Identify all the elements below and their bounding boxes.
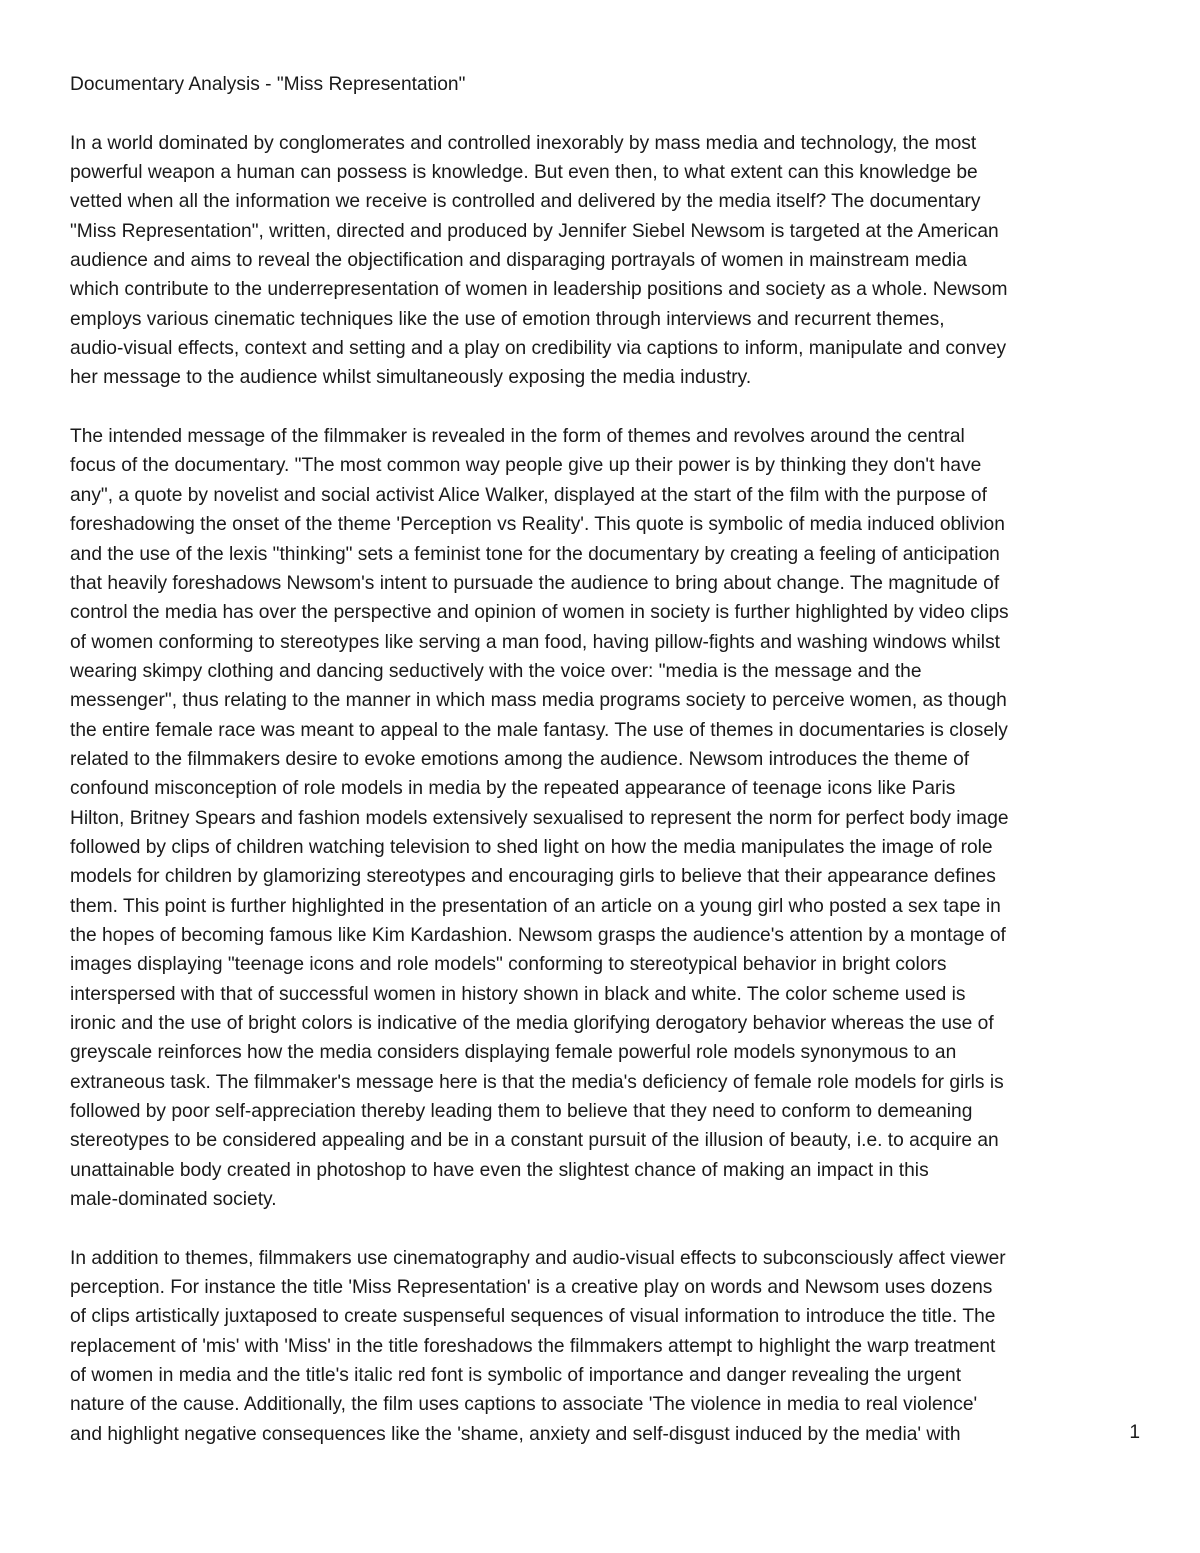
text-line: focus of the documentary. "The most common way people give up their power is by thinking they don't have <box>70 455 982 477</box>
text-line: perception. For instance the title 'Miss Representation' is a creative play on words and Newsom uses dozens <box>70 1277 993 1299</box>
text-line: powerful weapon a human can possess is knowledge. But even then, to what extent can this knowledge be <box>70 162 978 184</box>
text-line: control the media has over the perspective and opinion of women in society is further highlighted by video clips <box>70 602 1009 624</box>
text-line: audience and aims to reveal the objectification and disparaging portrayals of women in mainstream media <box>70 250 967 272</box>
text-line: "Miss Representation", written, directed and produced by Jennifer Siebel Newsom is targeted at the American <box>70 220 999 242</box>
text-line: followed by poor self-appreciation thereby leading them to believe that they need to conform to demeaning <box>70 1101 973 1123</box>
text-line: male-dominated society. <box>70 1189 277 1211</box>
text-line: the entire female race was meant to appeal to the male fantasy. The use of themes in documentaries is closely <box>70 719 1008 741</box>
text-line: In addition to themes, filmmakers use cinematography and audio-visual effects to subconsciously affect viewer <box>70 1247 1006 1269</box>
text-line: them. This point is further highlighted in the presentation of an article on a young girl who posted a sex tape in <box>70 895 1001 917</box>
text-line: employs various cinematic techniques like the use of emotion through interviews and recurrent themes, <box>70 308 945 330</box>
page-number: 1 <box>1129 1422 1140 1443</box>
text-line: any", a quote by novelist and social activist Alice Walker, displayed at the start of the film with the purpose of <box>70 484 987 506</box>
text-line: In a world dominated by conglomerates and controlled inexorably by mass media and technology, the most <box>70 132 977 154</box>
paragraph-themes <box>70 422 1140 1214</box>
text-line: and the use of the lexis "thinking" sets a feminist tone for the documentary by creating a feeling of anticipation <box>70 543 1000 565</box>
text-line: which contribute to the underrepresentation of women in leadership positions and society as a whole. Newsom <box>70 279 1008 301</box>
text-line: followed by clips of children watching television to shed light on how the media manipulates the image of role <box>70 836 993 858</box>
text-line: The intended message of the filmmaker is revealed in the form of themes and revolves around the central <box>70 426 965 448</box>
text-line: confound misconception of role models in media by the repeated appearance of teenage icons like Paris <box>70 778 956 800</box>
text-line: images displaying "teenage icons and role models" conforming to stereotypical behavior in bright colors <box>70 954 947 976</box>
text-line: foreshadowing the onset of the theme 'Perception vs Reality'. This quote is symbolic of media induced oblivion <box>70 514 1005 536</box>
text-line: of clips artistically juxtaposed to create suspenseful sequences of visual information to introduce the title. The <box>70 1306 996 1328</box>
text-line: the hopes of becoming famous like Kim Kardashion. Newsom grasps the audience's attention by a montage of <box>70 924 1006 946</box>
paragraph-introduction <box>70 129 1140 393</box>
text-line: wearing skimpy clothing and dancing seductively with the voice over: "media is the message and the <box>70 660 922 682</box>
text-line: Hilton, Britney Spears and fashion models extensively sexualised to represent the norm for perfect body image <box>70 807 1009 829</box>
text-line: unattainable body created in photoshop to have even the slightest chance of making an impact in this <box>70 1159 929 1181</box>
text-line: messenger", thus relating to the manner in which mass media programs society to perceive women, as though <box>70 690 1007 712</box>
paragraph-cinematography <box>70 1244 1140 1449</box>
text-line: models for children by glamorizing stereotypes and encouraging girls to believe that their appearance defines <box>70 866 996 888</box>
document-body <box>70 70 1140 1479</box>
document-title: Documentary Analysis - "Miss Representation" <box>70 74 466 95</box>
text-line: extraneous task. The filmmaker's message here is that the media's deficiency of female role models for girls is <box>70 1071 1004 1093</box>
text-line: vetted when all the information we receive is controlled and delivered by the media itself? The documentary <box>70 191 981 213</box>
text-line: her message to the audience whilst simultaneously exposing the media industry. <box>70 367 752 389</box>
text-line: ironic and the use of bright colors is indicative of the media glorifying derogatory behavior whereas the use of <box>70 1013 994 1034</box>
text-line: replacement of 'mis' with 'Miss' in the title foreshadows the filmmakers attempt to highlight the warp treatment <box>70 1335 996 1357</box>
text-line: and highlight negative consequences like the 'shame, anxiety and self-disgust induced by the media' with <box>70 1423 961 1445</box>
text-line: that heavily foreshadows Newsom's intent to pursuade the audience to bring about change. The magnitude of <box>70 572 1000 594</box>
text-line: stereotypes to be considered appealing and be in a constant pursuit of the illusion of beauty, i.e. to acquire an <box>70 1130 999 1152</box>
text-line: nature of the cause. Additionally, the film uses captions to associate 'The violence in media to real violence' <box>70 1394 978 1416</box>
text-line: of women conforming to stereotypes like serving a man food, having pillow-fights and washing windows whilst <box>70 631 1000 653</box>
text-line: related to the filmmakers desire to evoke emotions among the audience. Newsom introduces the theme of <box>70 748 970 770</box>
text-line: audio-visual effects, context and setting and a play on credibility via captions to inform, manipulate and convey <box>70 338 1007 360</box>
text-line: interspersed with that of successful women in history shown in black and white. The color scheme used is <box>70 983 966 1005</box>
text-line: greyscale reinforces how the media considers displaying female powerful role models synonymous to an <box>70 1042 957 1064</box>
text-line: of women in media and the title's italic red font is symbolic of importance and danger revealing the urgent <box>70 1365 962 1387</box>
